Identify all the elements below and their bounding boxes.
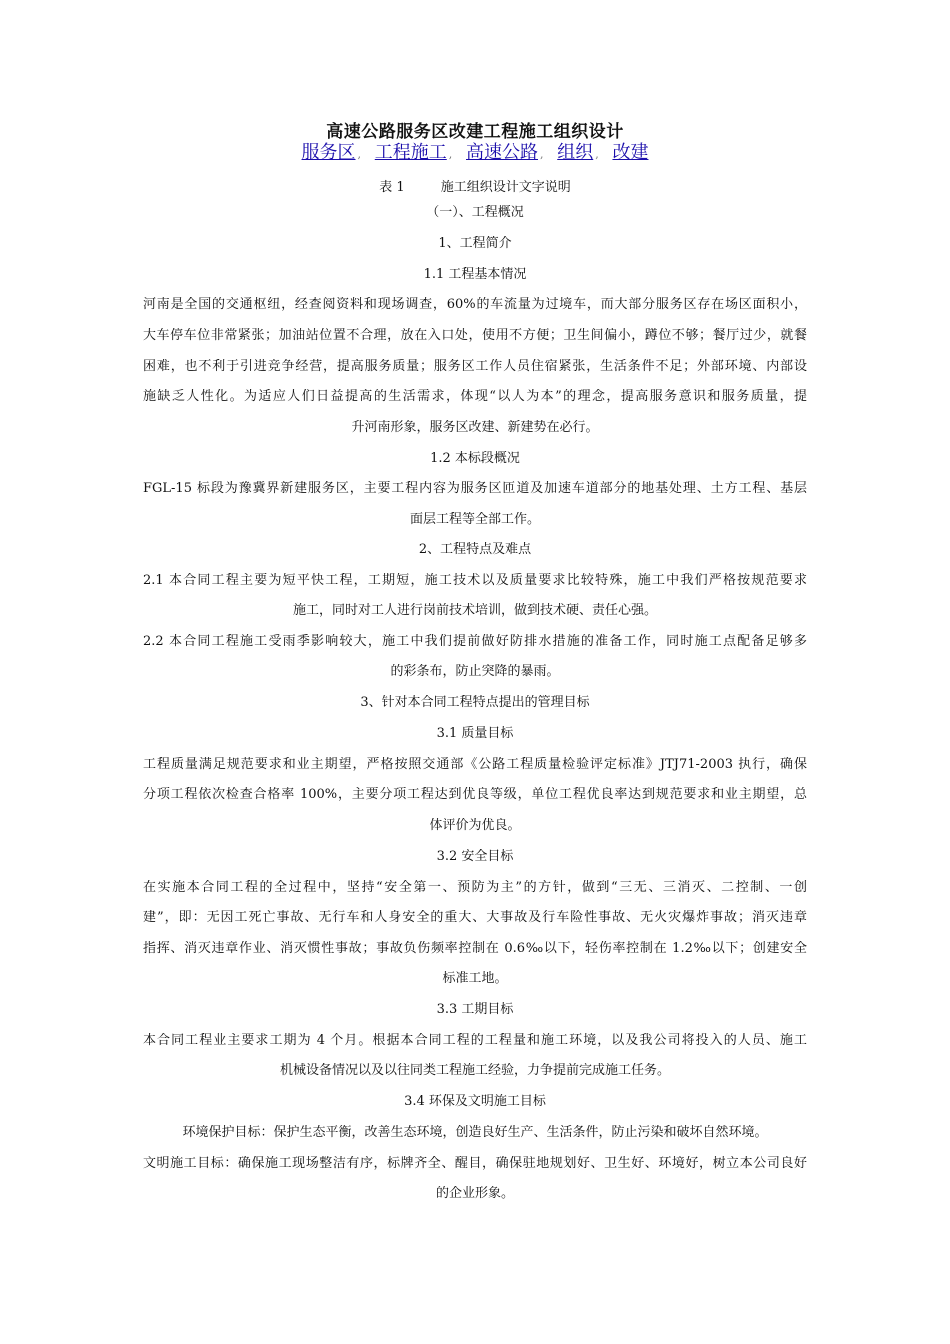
paragraph-line: FGL-15 标段为豫冀界新建服务区，主要工程内容为服务区匝道及加速车道部分的地基处理、土方工程、基层 bbox=[143, 481, 807, 496]
section-heading: （一）、工程概况 bbox=[426, 205, 524, 220]
paragraph-line: 面层工程等全部工作。 bbox=[409, 512, 540, 527]
table-caption bbox=[0, 176, 950, 195]
tag-separator: , bbox=[448, 148, 453, 161]
paragraph-line: 的企业形象。 bbox=[435, 1186, 514, 1201]
paragraph-line: 体评价为优良。 bbox=[429, 818, 521, 833]
subheading-section-overview: 1.2 本标段概况 bbox=[430, 451, 520, 466]
tag-separator: , bbox=[540, 148, 544, 161]
paragraph-line: 环境保护目标：保护生态平衡，改善生态环境，创造良好生产、生活条件，防止污染和破坏自然环境。 bbox=[182, 1125, 768, 1140]
paragraph-line: 在实施本合同工程的全过程中，坚持“安全第一、预防为主”的方针，做到“三无、三消灭、二控制、一创 bbox=[143, 880, 807, 895]
subheading-basic-info: 1.1 工程基本情况 bbox=[423, 267, 527, 282]
paragraph-line: 施缺乏人性化。为适应人们日益提高的生活需求，体现“以人为本”的理念，提高服务意识和服务质量，提 bbox=[143, 389, 807, 404]
paragraph-line: 工程质量满足规范要求和业主期望，严格按照交通部《公路工程质量检验评定标准》JTJ71-2003 执行，确保 bbox=[143, 757, 807, 772]
paragraph-line: 2.1 本合同工程主要为短平快工程，工期短，施工技术以及质量要求比较特殊，施工中我们严格按规范要求 bbox=[143, 573, 807, 588]
tag-separator: , bbox=[595, 148, 599, 161]
paragraph-line: 河南是全国的交通枢纽，经查阅资料和现场调查，60%的车流量为过境车，而大部分服务区存在场区面积小， bbox=[143, 297, 807, 312]
paragraph-line: 分项工程依次检查合格率 100%，主要分项工程达到优良等级，单位工程优良率达到规范要求和业主期望，总 bbox=[143, 787, 807, 802]
heading-project-intro: 1、工程简介 bbox=[438, 236, 512, 251]
subheading-quality: 3.1 质量目标 bbox=[436, 726, 514, 741]
paragraph-line: 困难，也不利于引进竞争经营，提高服务质量；服务区工作人员住宿紧张，生活条件不足；外部环境、内部设 bbox=[143, 359, 807, 374]
tag-links bbox=[0, 138, 950, 164]
heading-management-goals: 3、针对本合同工程特点提出的管理目标 bbox=[360, 695, 590, 710]
tag-link-construction[interactable]: 工程施工 bbox=[374, 142, 447, 163]
caption-label: 表 1 bbox=[379, 180, 405, 195]
paragraph-line: 的彩条布，防止突降的暴雨。 bbox=[390, 664, 560, 679]
subheading-environment: 3.4 环保及文明施工目标 bbox=[404, 1094, 546, 1109]
paragraph-line: 升河南形象，服务区改建、新建势在必行。 bbox=[351, 420, 599, 435]
paragraph-line: 2.2 本合同工程施工受雨季影响较大，施工中我们提前做好防排水措施的准备工作，同时施工点配备足够多 bbox=[143, 634, 807, 649]
caption-text: 施工组织设计文字说明 bbox=[440, 180, 571, 195]
subheading-schedule: 3.3 工期目标 bbox=[436, 1002, 514, 1017]
tag-link-renovation[interactable]: 改建 bbox=[612, 142, 649, 163]
page-title: 高速公路服务区改建工程施工组织设计 bbox=[326, 122, 624, 142]
paragraph-line: 机械设备情况以及以往同类工程施工经验，力争提前完成施工任务。 bbox=[279, 1063, 670, 1078]
tag-link-expressway[interactable]: 高速公路 bbox=[466, 142, 538, 163]
tag-link-service-area[interactable]: 服务区 bbox=[301, 142, 356, 163]
paragraph-line: 本合同工程业主要求工期为 4 个月。根据本合同工程的工程量和施工环境，以及我公司将投入的人员、施工 bbox=[143, 1033, 807, 1048]
paragraph-line: 文明施工目标：确保施工现场整洁有序，标牌齐全、醒目，确保驻地规划好、卫生好、环境好，树立本公司良好 bbox=[143, 1156, 807, 1171]
paragraph-line: 大车停车位非常紧张；加油站位置不合理，放在入口处，使用不方便；卫生间偏小，蹲位不够；餐厅过少，就餐 bbox=[143, 328, 807, 343]
tag-link-organization[interactable]: 组织 bbox=[557, 142, 594, 163]
paragraph-line: 标准工地。 bbox=[442, 971, 508, 986]
paragraph-line: 建”，即：无因工死亡事故、无行车和人身安全的重大、大事故及行车险性事故、无火灾爆炸事故；消灭违章 bbox=[143, 910, 807, 925]
paragraph-line: 指挥、消灭违章作业、消灭惯性事故；事故负伤频率控制在 0.6‰以下，轻伤率控制在 1.2‰以下；创建安全 bbox=[143, 941, 807, 956]
paragraph-line: 施工，同时对工人进行岗前技术培训，做到技术硬、责任心强。 bbox=[292, 603, 657, 618]
heading-features: 2、工程特点及难点 bbox=[418, 542, 532, 557]
subheading-safety: 3.2 安全目标 bbox=[436, 849, 514, 864]
tag-separator: , bbox=[357, 148, 362, 161]
